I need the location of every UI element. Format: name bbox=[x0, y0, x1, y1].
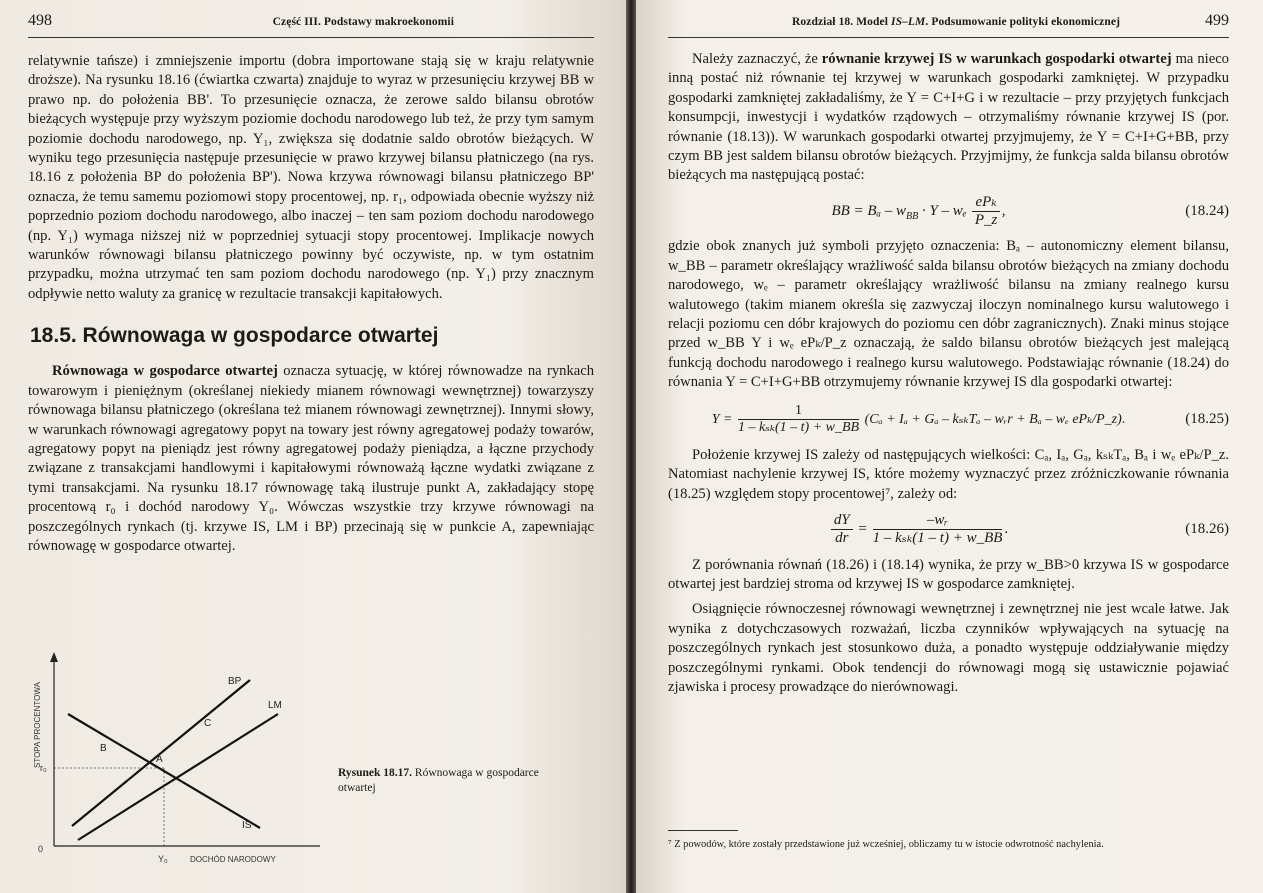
eq26-rhs-denominator: 1 – kₛₖ(1 – t) + w_BB bbox=[872, 530, 1003, 547]
right-running-title: Rozdział 18. Model IS–LM. Podsumowanie polityki ekonomicznej bbox=[792, 16, 1121, 28]
eq25-lhs: Y = bbox=[711, 411, 733, 427]
point-a-label: A bbox=[156, 754, 163, 765]
book-gutter bbox=[626, 0, 636, 893]
right-page-number: 499 bbox=[1205, 12, 1229, 29]
is-open-economy-term: równanie krzywej IS w warunkach gospodarki otwartej bbox=[821, 51, 1172, 67]
eq25-number: (18.25) bbox=[1185, 410, 1229, 427]
right-paragraph-3: Położenie krzywej IS zależy od następujących wielkości: Cₐ, Iₐ, Gₐ, kₛₖTₐ, Bₐ i wₑ ePₖ/P_z. Natomiast nachylenie krzywej IS, które możemy wyznaczyć przez zróżniczkowanie równania (18.25) względem stopy procentowej⁷, zależy od: bbox=[668, 446, 1229, 502]
footnote-rule bbox=[668, 830, 738, 831]
y0-label: Y₀ bbox=[158, 854, 168, 864]
curve-lm-label: LM bbox=[268, 700, 282, 711]
curve-is-line bbox=[68, 714, 260, 828]
eq24-numerator: ePₖ bbox=[972, 194, 999, 212]
origin-label: 0 bbox=[38, 844, 44, 854]
curve-is-label: IS bbox=[242, 820, 252, 831]
eq24-denominator: P_z bbox=[974, 212, 998, 229]
left-running-title: Część III. Podstawy makroekonomii bbox=[272, 16, 454, 28]
curve-bp-label: BP bbox=[228, 676, 242, 687]
left-running-head bbox=[28, 0, 594, 38]
eq25-numerator: 1 bbox=[738, 403, 859, 420]
left-paragraph-1: relatywnie tańsze) i zmniejszenie importu (dobra importowane stają się w kraju relatywnie droższe). Na rysunku 18.16 (ćwiartka czwarta) znajduje to wyraz w przesunięciu krzywej BB w prawo np. do położenia BB'. To przesunięcie oznacza, że zerowe saldo bilansu obrotów bieżących występuje przy wyższym poziomie dochodu narodowego lub też, że przy tym samym poziomie dochodu narodowego, np. Y₁, zwiększa się dodatnie saldo obrotów bieżących. W wyniku tego przesunięcia następuje przesunięcie w prawo krzywej bilansu płatniczego (na rys. 18.16 z położenia BP do położenia BP'). Nowa krzywa równowagi bilansu płatniczego BP' oznacza, że temu samemu poziomowi stopy procentowej, np. r₁, odpowiada obecnie wyższy niż poprzednio poziom dochodu narodowego, albo inaczej – ten sam poziom dochodu narodowego (np. Y₁) wymaga niższej niż w poprzedniej sytuacji stopy procentowej. Implikacje nowych warunków równowagi bilansu płatniczego powinny być oczywiste, np. w tym ostatnim przypadku, można utrzymać ten sam poziom dochodu narodowego (np. Y₁) przy znacznym odpływie netto waluty za granicę w rezultacie transakcji kapitałowych. bbox=[28, 53, 594, 302]
eq25-bracket: (Cₐ + Iₐ + Gₐ – kₛₖTₐ – wᵣr + Bₐ – wₑ ePₖ/P_z) bbox=[864, 411, 1122, 427]
eq24-number: (18.24) bbox=[1185, 203, 1229, 220]
figure-caption bbox=[338, 766, 558, 796]
point-b-label: B bbox=[100, 743, 107, 754]
right-page bbox=[636, 0, 1263, 893]
right-running-head bbox=[668, 0, 1229, 38]
equation-18-24: BB = $B_a - w_{BB} \cdot Y - w_e$ $\frac{\text{ePₖ}}{P\_z}$ , (18.24) bbox=[831, 193, 1229, 229]
right-paragraph-1: Należy zaznaczyć, że równanie krzywej IS w warunkach gospodarki otwartej ma nieco inną postać niż równanie tej krzywej w warunkach gospodarki zamkniętej. W przypadku gospodarki zamkniętej zakładaliśmy, że Y = C+I+G i w rezultacie – przy przyjętych funkcjach konsumpcji, inwestycji i wydatków rządowych – otrzymaliśmy równanie krzywej IS (por. równanie (18.13)). W warunkach gospodarki otwartej przyjmujemy, że Y = C+I+G+BB, przy czym BB jest saldem bilansu obrotów bieżących. Przyjmijmy, że funkcja salda bilansu obrotów bieżących ma następującą postać: bbox=[668, 51, 1229, 184]
curve-bp-line bbox=[72, 680, 250, 826]
equation-18-26: $\frac{dY}{dr}$ = $\frac{\text{–wᵣ}}{\text{1 – kₛₖ(1 – t) + w\_BB}}$ . (18.26) bbox=[668, 512, 1229, 548]
right-paragraph-2: gdzie obok znanych już symboli przyjęto oznaczenia: Bₐ – autonomiczny element bilansu, w_BB – parametr określający wrażliwość salda bilansu obrotów bieżących na zmiany dochodu narodowego, wₑ – parametr określający wrażliwość bilansu na zmiany realnego kursu walutowego (takim mianem określa się zazwyczaj iloczyn nominalnego kursu walutowego i relacji poziomu cen dóbr krajowych do poziomu cen dóbr zagranicznych). Znaki minus stojące przed w_BB Y i wₑ ePₖ/P_z oznaczają, że saldo bilansu obrotów bieżących jest malejącą funkcją dochodu narodowego i realnego kursu walutowego. Podstawiając równanie (18.24) do równania Y = C+I+G+BB otrzymujemy równanie krzywej IS dla gospodarki otwartej: bbox=[668, 238, 1229, 391]
left-page-number: 498 bbox=[28, 12, 52, 29]
eq26-number: (18.26) bbox=[1185, 521, 1229, 538]
eq26-lhs-numerator: dY bbox=[831, 512, 853, 530]
eq26-lhs-denominator: dr bbox=[835, 530, 849, 547]
eq24-lhs: BB = Bₐ – w bbox=[831, 203, 906, 220]
y-axis-arrow bbox=[50, 652, 58, 662]
right-paragraph-4: Z porównania równań (18.26) i (18.14) wynika, że przy w_BB>0 krzywa IS w gospodarce otwartej jest bardziej stroma od krzywej IS w gospodarce zamkniętej. bbox=[668, 556, 1229, 592]
left-paragraph-2 bbox=[28, 362, 594, 556]
x-axis-label: DOCHÓD NARODOWY bbox=[190, 855, 276, 864]
eq24-mid: · Y – wₑ bbox=[918, 203, 967, 220]
figure-caption-number: Rysunek 18.17. bbox=[338, 767, 413, 779]
equation-18-25: Y = $\frac{1}{\text{1 – kₛₖ(1 – t) + w\_BB}}$ (Cₐ + Iₐ + Gₐ – kₛₖTₐ – wᵣr + Bₐ – wₑ ePₖ/P_z). (18.25) bbox=[711, 402, 1229, 435]
footnote: ⁷ Z powodów, które zostały przedstawione już wcześniej, obliczamy tu w istocie odwrotność nachylenia. bbox=[668, 839, 1104, 850]
eq26-rhs-numerator: –wᵣ bbox=[873, 512, 1003, 530]
right-paragraph-5: Osiągnięcie równoczesnej równowagi wewnętrznej i zewnętrznej nie jest wcale łatwe. Jak wynika z dotychczasowych rozważań, liczba czynników wpływających na sytuację na poszczególnych rynkach jest stosunkowo duża, a ponadto występuje oddziaływanie między poszczególnymi rynkami. Obok tendencji do równowagi mogą się ustawicznie pojawiać zjawiska i procesy prowadzące do nierównowagi. bbox=[668, 601, 1229, 695]
y-axis-label: STOPA PROCENTOWA bbox=[33, 682, 42, 768]
r0-label: r₀ bbox=[40, 763, 47, 773]
point-c-label: C bbox=[204, 718, 212, 729]
definition-term: Równowaga w gospodarce otwartej bbox=[52, 363, 278, 380]
section-title: 18.5. Równowaga w gospodarce otwartej bbox=[30, 324, 439, 348]
definition-text: oznacza sytuację, w której równowadze na rynkach towarowym i pieniężnym (określanej niekiedy mianem równowagi wewnętrznej) towarzyszy równowaga bilansu płatniczego (określana też mianem równowagi zewnętrznej). Innymi słowy, w warunkach równowagi agregatowy popyt na towary jest równy agregatowej podaży towarów, agregatowy popyt na pieniądz jest równy agregatowej podaży pieniądza, a łączne przychody związane z transakcjami handlowymi i kapitałowymi równoważą łączne wydatki związane z tymi transakcjami. Na rysunku 18.17 równowagę taką ilustruje punkt A, zakładający stopę procentową r₀ i dochód narodowy Y₀. Wówczas wszystkie trzy krzywe równowagi na poszczególnych rynkach (tj. krzywe IS, LM i BP) przecinają się w punkcie A, zapewniając równowagę w gospodarce otwartej. bbox=[28, 363, 594, 554]
figure-18-17 bbox=[28, 650, 328, 868]
eq25-denominator: 1 – kₛₖ(1 – t) + w_BB bbox=[737, 419, 860, 435]
figure-caption-text: Równowaga w gospodarce otwartej bbox=[338, 767, 539, 794]
